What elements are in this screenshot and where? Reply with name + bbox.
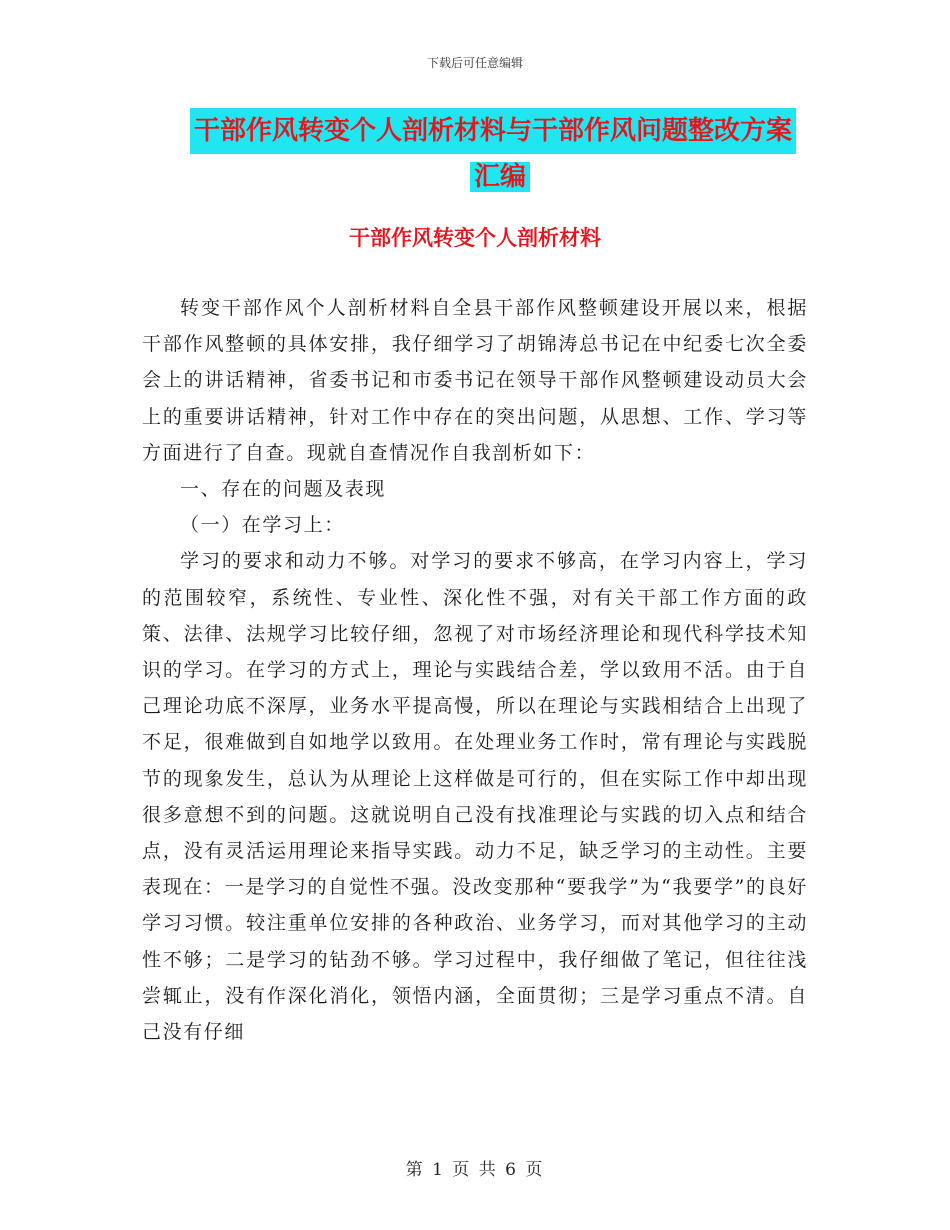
document-title-line-2: 汇编 [470,162,530,192]
document-title-line-2-wrap [190,154,810,200]
paragraph-study-detail: 学习的要求和动力不够。对学习的要求不够高，在学习内容上，学习的范围较窄，系统性、专业性、深化性不强，对有关干部工作方面的政策、法律、法规学习比较仔细，忽视了对市场经济理论和现代科学技术知识的学习。在学习的方式上，理论与实践结合差，学以致用不活。由于自己理论功底不深厚，业务水平提高慢，所以在理论与实践相结合上出现了不足，很难做到自如地学以致用。在处理业务工作时，常有理论与实践脱节的现象发生，总认为从理论上这样做是可行的，但在实际工作中却出现很多意想不到的问题。这就说明自己没有找准理论与实践的切入点和结合点，没有灵活运用理论来指导实践。动力不足，缺乏学习的主动性。主要表现在：一是学习的自觉性不强。没改变那种“要我学”为“我要学”的良好学习习惯。较注重单位安排的各种政治、业务学习，而对其他学习的主动性不够；二是学习的钻劲不够。学习过程中，我仔细做了笔记，但往往浅尝辄止，没有作深化消化，领悟内涵，全面贯彻；三是学习重点不清。自己没有仔细 [142,550,808,1044]
subheading-study: （一）在学习上： [180,514,345,537]
heading-problems: 一、存在的问题及表现 [180,478,387,501]
document-body [142,290,808,1050]
document-title [190,108,810,200]
page-footer: 第 1 页 共 6 页 [405,1160,545,1180]
paragraph-intro: 转变干部作风个人剖析材料自全县干部作风整顿建设开展以来，根据干部作风整顿的具体安排，我仔细学习了胡锦涛总书记在中纪委七次全委会上的讲话精神，省委书记和市委书记在领导干部作风整顿建设动员大会上的重要讲话精神，针对工作中存在的突出问题，从思想、工作、学习等方面进行了自查。现就自查情况作自我剖析如下： [142,297,808,464]
document-title-line-1: 干部作风转变个人剖析材料与干部作风问题整改方案 [190,108,796,154]
page-header-note: 下载后可任意编辑 [426,56,523,70]
section-title: 干部作风转变个人剖析材料 [349,226,601,250]
